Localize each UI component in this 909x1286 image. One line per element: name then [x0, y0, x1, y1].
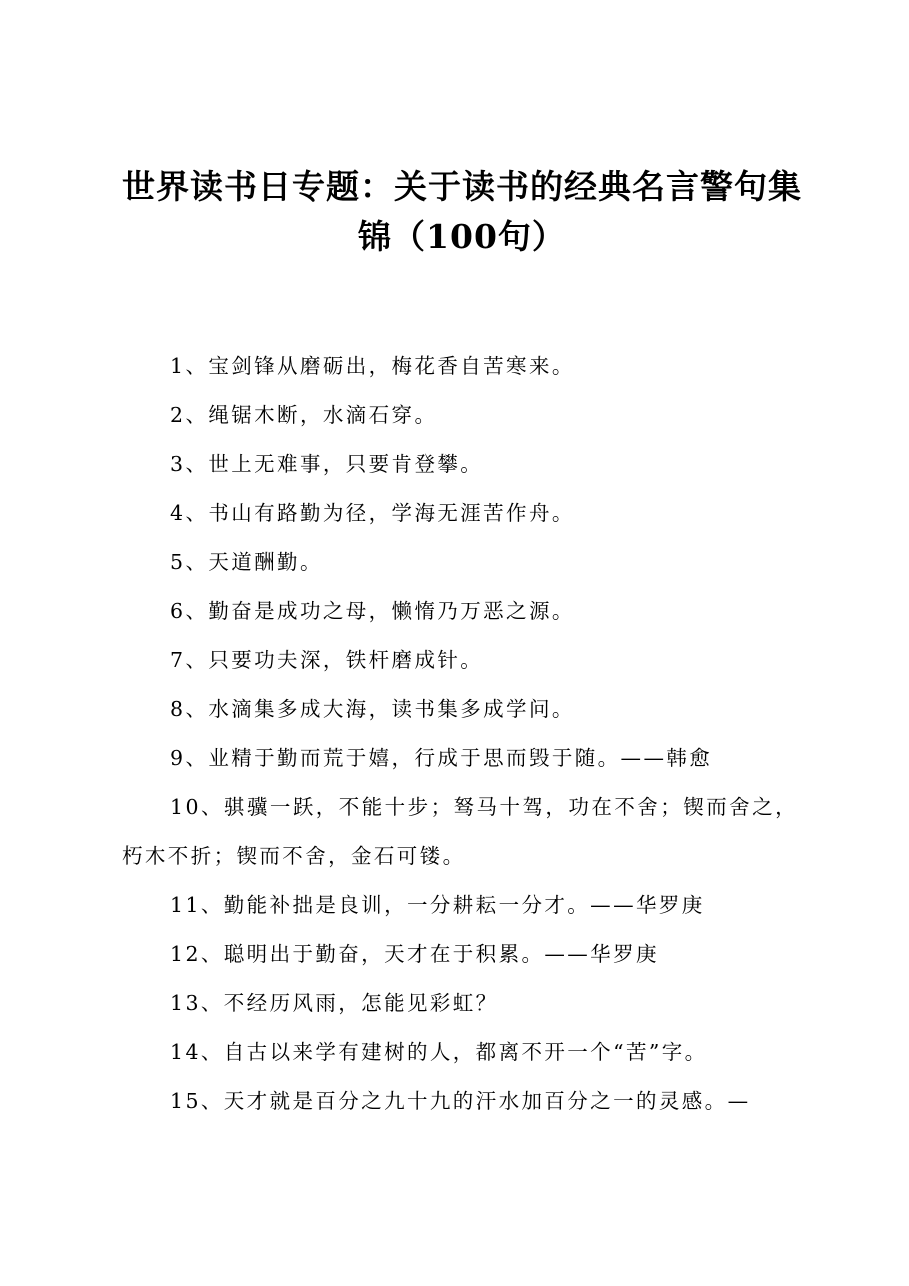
quote-item: 3、世上无难事，只要肯登攀。: [170, 452, 484, 476]
quote-item: 10、骐骥一跃，不能十步；驽马十驾，功在不舍；锲而舍之，朽木不折；锲而不舍，金石可镂。: [122, 795, 798, 868]
quote-item: 13、不经历风雨，怎能见彩虹？: [170, 991, 499, 1015]
quote-item: 9、业精于勤而荒于嬉，行成于思而毁于随。——韩愈: [170, 746, 713, 770]
quote-item: 6、勤奋是成功之母，懒惰乃万恶之源。: [170, 599, 575, 623]
quote-item: 12、聪明出于勤奋，天才在于积累。——华罗庚: [170, 942, 659, 966]
quote-list: [122, 342, 798, 1126]
quote-item: 4、书山有路勤为径，学海无涯苦作舟。: [170, 501, 575, 525]
quote-item: 2、绳锯木断，水滴石穿。: [170, 403, 438, 427]
quote-item: 8、水滴集多成大海，读书集多成学问。: [170, 697, 575, 721]
quote-item: 7、只要功夫深，铁杆磨成针。: [170, 648, 484, 672]
document-title: 世界读书日专题：关于读书的经典名言警句集锦（100句）: [122, 167, 802, 256]
quote-item: 11、勤能补拙是良训，一分耕耘一分才。——华罗庚: [170, 893, 705, 917]
quote-item: 5、天道酬勤。: [170, 550, 323, 574]
quote-item: 14、自古以来学有建树的人，都离不开一个“苦”字。: [170, 1040, 708, 1064]
quote-item: 1、宝剑锋从磨砺出，梅花香自苦寒来。: [170, 354, 575, 378]
quote-item: 15、天才就是百分之九十九的汗水加百分之一的灵感。—: [170, 1089, 751, 1113]
